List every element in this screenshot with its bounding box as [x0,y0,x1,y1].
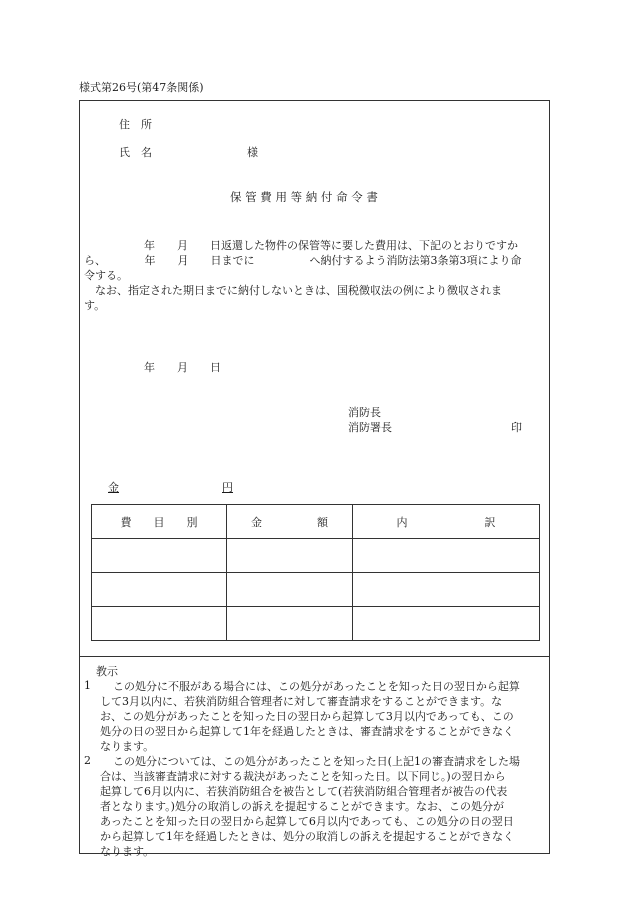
cost-table [91,504,540,641]
instruction-2-line: 起算して6月以内に、若狭消防組合を被告として(若狭消防組合管理者が被告の代表 [100,785,508,798]
issue-date: 年 月 日 [144,361,221,374]
instruction-2-line: この処分については、この処分があったことを知った日(上記1の審査請求をした場 [113,755,520,768]
seal-mark: 印 [511,421,522,434]
table-header-row [92,505,540,539]
instructions-divider [79,656,550,657]
table-cell [353,573,540,607]
honorific: 様 [247,146,258,159]
document-title: 保 管 費 用 等 納 付 命 令 書 [230,190,378,204]
table-cell [92,607,227,641]
instruction-2-line: から起算して1年を経過したときは、処分の取消しの訴えを提起することができなく [100,830,514,843]
body-line-2: ら、 年 月 日までに へ納付するよう消防法第3条第3項により命 [84,254,522,267]
table-cell [227,573,353,607]
table-cell [92,539,227,573]
table-cell [353,539,540,573]
table-cell [227,607,353,641]
instruction-1-line: なります。 [100,740,155,753]
instruction-1-line: して3月以内に、若狭消防組合管理者に対して審査請求をすることができます。な [100,695,503,708]
body-line-1: 年 月 日返還した物件の保管等に要した費用は、下記のとおりですか [144,239,518,252]
table-row [92,573,540,607]
issuer-chief: 消防長 [348,406,381,419]
body-line-4: なお、指定された期日までに納付しないときは、国税徴収法の例により徴収されま [95,284,502,297]
body-line-5: す。 [84,299,106,312]
header-amount: 金 額 [227,505,353,539]
instructions-heading: 教示 [96,665,118,678]
instruction-2-line: 者となります。)処分の取消しの訴えを提起することができます。なお、この処分が [100,800,505,813]
table-row [92,607,540,641]
address-label: 住 所 [119,118,152,131]
table-cell [227,539,353,573]
header-category: 費 目 別 [92,505,227,539]
issuer-station-chief: 消防署長 [348,421,392,434]
instruction-2-line: なります。 [100,845,155,858]
instruction-2-line: 合は、当該審査請求に対する裁決があったことを知った日。以下同じ。)の翌日から [100,770,506,783]
instruction-2-line: あったことを知った日の翌日から起算して6月以内であっても、この処分の日の翌日 [100,815,514,828]
name-label: 氏 名 [119,146,152,159]
instruction-1-line: この処分に不服がある場合には、この処分があったことを知った日の翌日から起算 [113,680,520,693]
table-cell [92,573,227,607]
table-cell [353,607,540,641]
header-breakdown: 内 訳 [353,505,540,539]
body-line-3: 令する。 [84,269,128,282]
amount-line: 金 円 [108,481,233,494]
instruction-1-line: お、この処分があったことを知った日の翌日から起算して3月以内であっても、この [100,710,514,723]
form-label: 様式第26号(第47条関係) [79,81,204,94]
instruction-1-line: 処分の日の翌日から起算して1年を経過したときは、審査請求をすることができなく [100,725,514,738]
instruction-2-number: 2 [84,754,91,767]
instruction-1-number: 1 [84,679,91,692]
table-row [92,539,540,573]
